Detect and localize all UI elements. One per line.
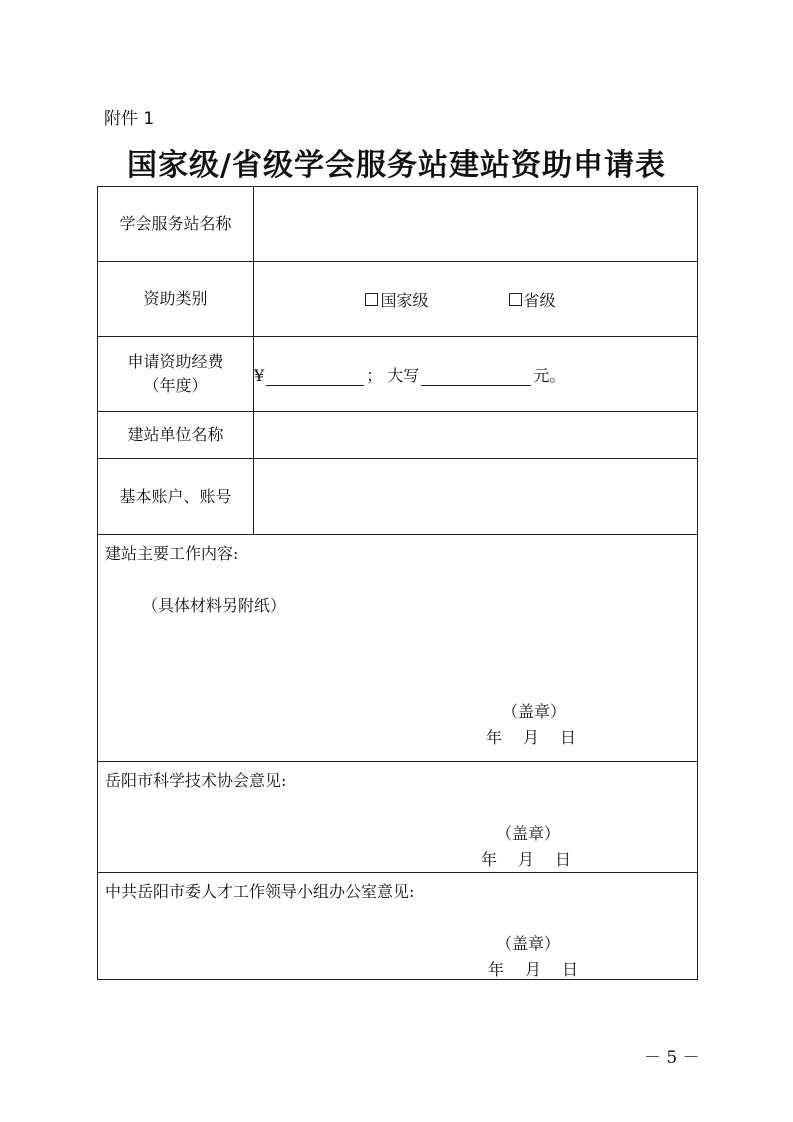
checkbox-icon[interactable] (509, 293, 522, 306)
unit-suffix: 元。 (533, 365, 566, 385)
label-unit-name: 建站单位名称 (98, 412, 254, 459)
funding-category-options (254, 262, 698, 337)
row-bank-account (98, 459, 698, 535)
option-national-label: 国家级 (380, 290, 429, 310)
date-month: 月 (523, 728, 540, 747)
section-label: 建站主要工作内容: (105, 544, 239, 563)
label-funding-category: 资助类别 (98, 262, 254, 337)
label-funding-amount (98, 337, 254, 412)
row-unit-name (98, 412, 698, 459)
seal-label: （盖章） (502, 702, 567, 721)
row-funding-category (98, 262, 698, 337)
section-work-content (98, 535, 698, 762)
label-bank-account: 基本账户、账号 (98, 459, 254, 535)
amount-number-field[interactable] (266, 367, 364, 386)
input-station-name[interactable] (254, 187, 698, 262)
date-month: 月 (525, 960, 542, 979)
amount-capital-field[interactable] (421, 367, 531, 386)
seal-label: （盖章） (496, 824, 561, 843)
amount-field-group (254, 337, 698, 412)
page-title: 国家级/省级学会服务站建站资助申请表 (127, 148, 666, 183)
page-number: － 5 － (644, 1048, 700, 1068)
separator: ； (366, 365, 383, 385)
input-unit-name[interactable] (254, 412, 698, 459)
seal-label: （盖章） (496, 934, 561, 953)
section-cast-opinion-cell[interactable] (98, 762, 698, 873)
date-year: 年 (481, 850, 498, 869)
date-month: 月 (518, 850, 535, 869)
row-station-name (98, 187, 698, 262)
section-note: （具体材料另附纸） (142, 596, 287, 615)
date-day: 日 (555, 850, 572, 869)
checkbox-icon[interactable] (365, 293, 378, 306)
section-label: 中共岳阳市委人才工作领导小组办公室意见: (105, 882, 415, 901)
row-funding-amount (98, 337, 698, 412)
label-line-2: （年度） (143, 376, 208, 395)
section-talent-office-opinion (98, 873, 698, 980)
date-day: 日 (562, 960, 579, 979)
currency-symbol: ¥ (254, 365, 265, 385)
label-line-1: 申请资助经费 (127, 352, 224, 371)
input-bank-account[interactable] (254, 459, 698, 535)
date-year: 年 (488, 960, 505, 979)
section-cast-opinion (98, 762, 698, 873)
option-provincial-label: 省级 (523, 290, 556, 310)
section-work-content-cell[interactable] (98, 535, 698, 762)
date-year: 年 (486, 728, 503, 747)
application-form-table (97, 186, 698, 980)
section-talent-office-opinion-cell[interactable] (98, 873, 698, 980)
attachment-label: 附件 1 (104, 109, 155, 129)
date-day: 日 (560, 728, 577, 747)
capital-label: 大写 (387, 365, 420, 385)
label-station-name: 学会服务站名称 (98, 187, 254, 262)
checkbox-national[interactable] (365, 288, 428, 311)
section-label: 岳阳市科学技术协会意见: (105, 771, 287, 790)
checkbox-provincial[interactable] (509, 288, 556, 311)
